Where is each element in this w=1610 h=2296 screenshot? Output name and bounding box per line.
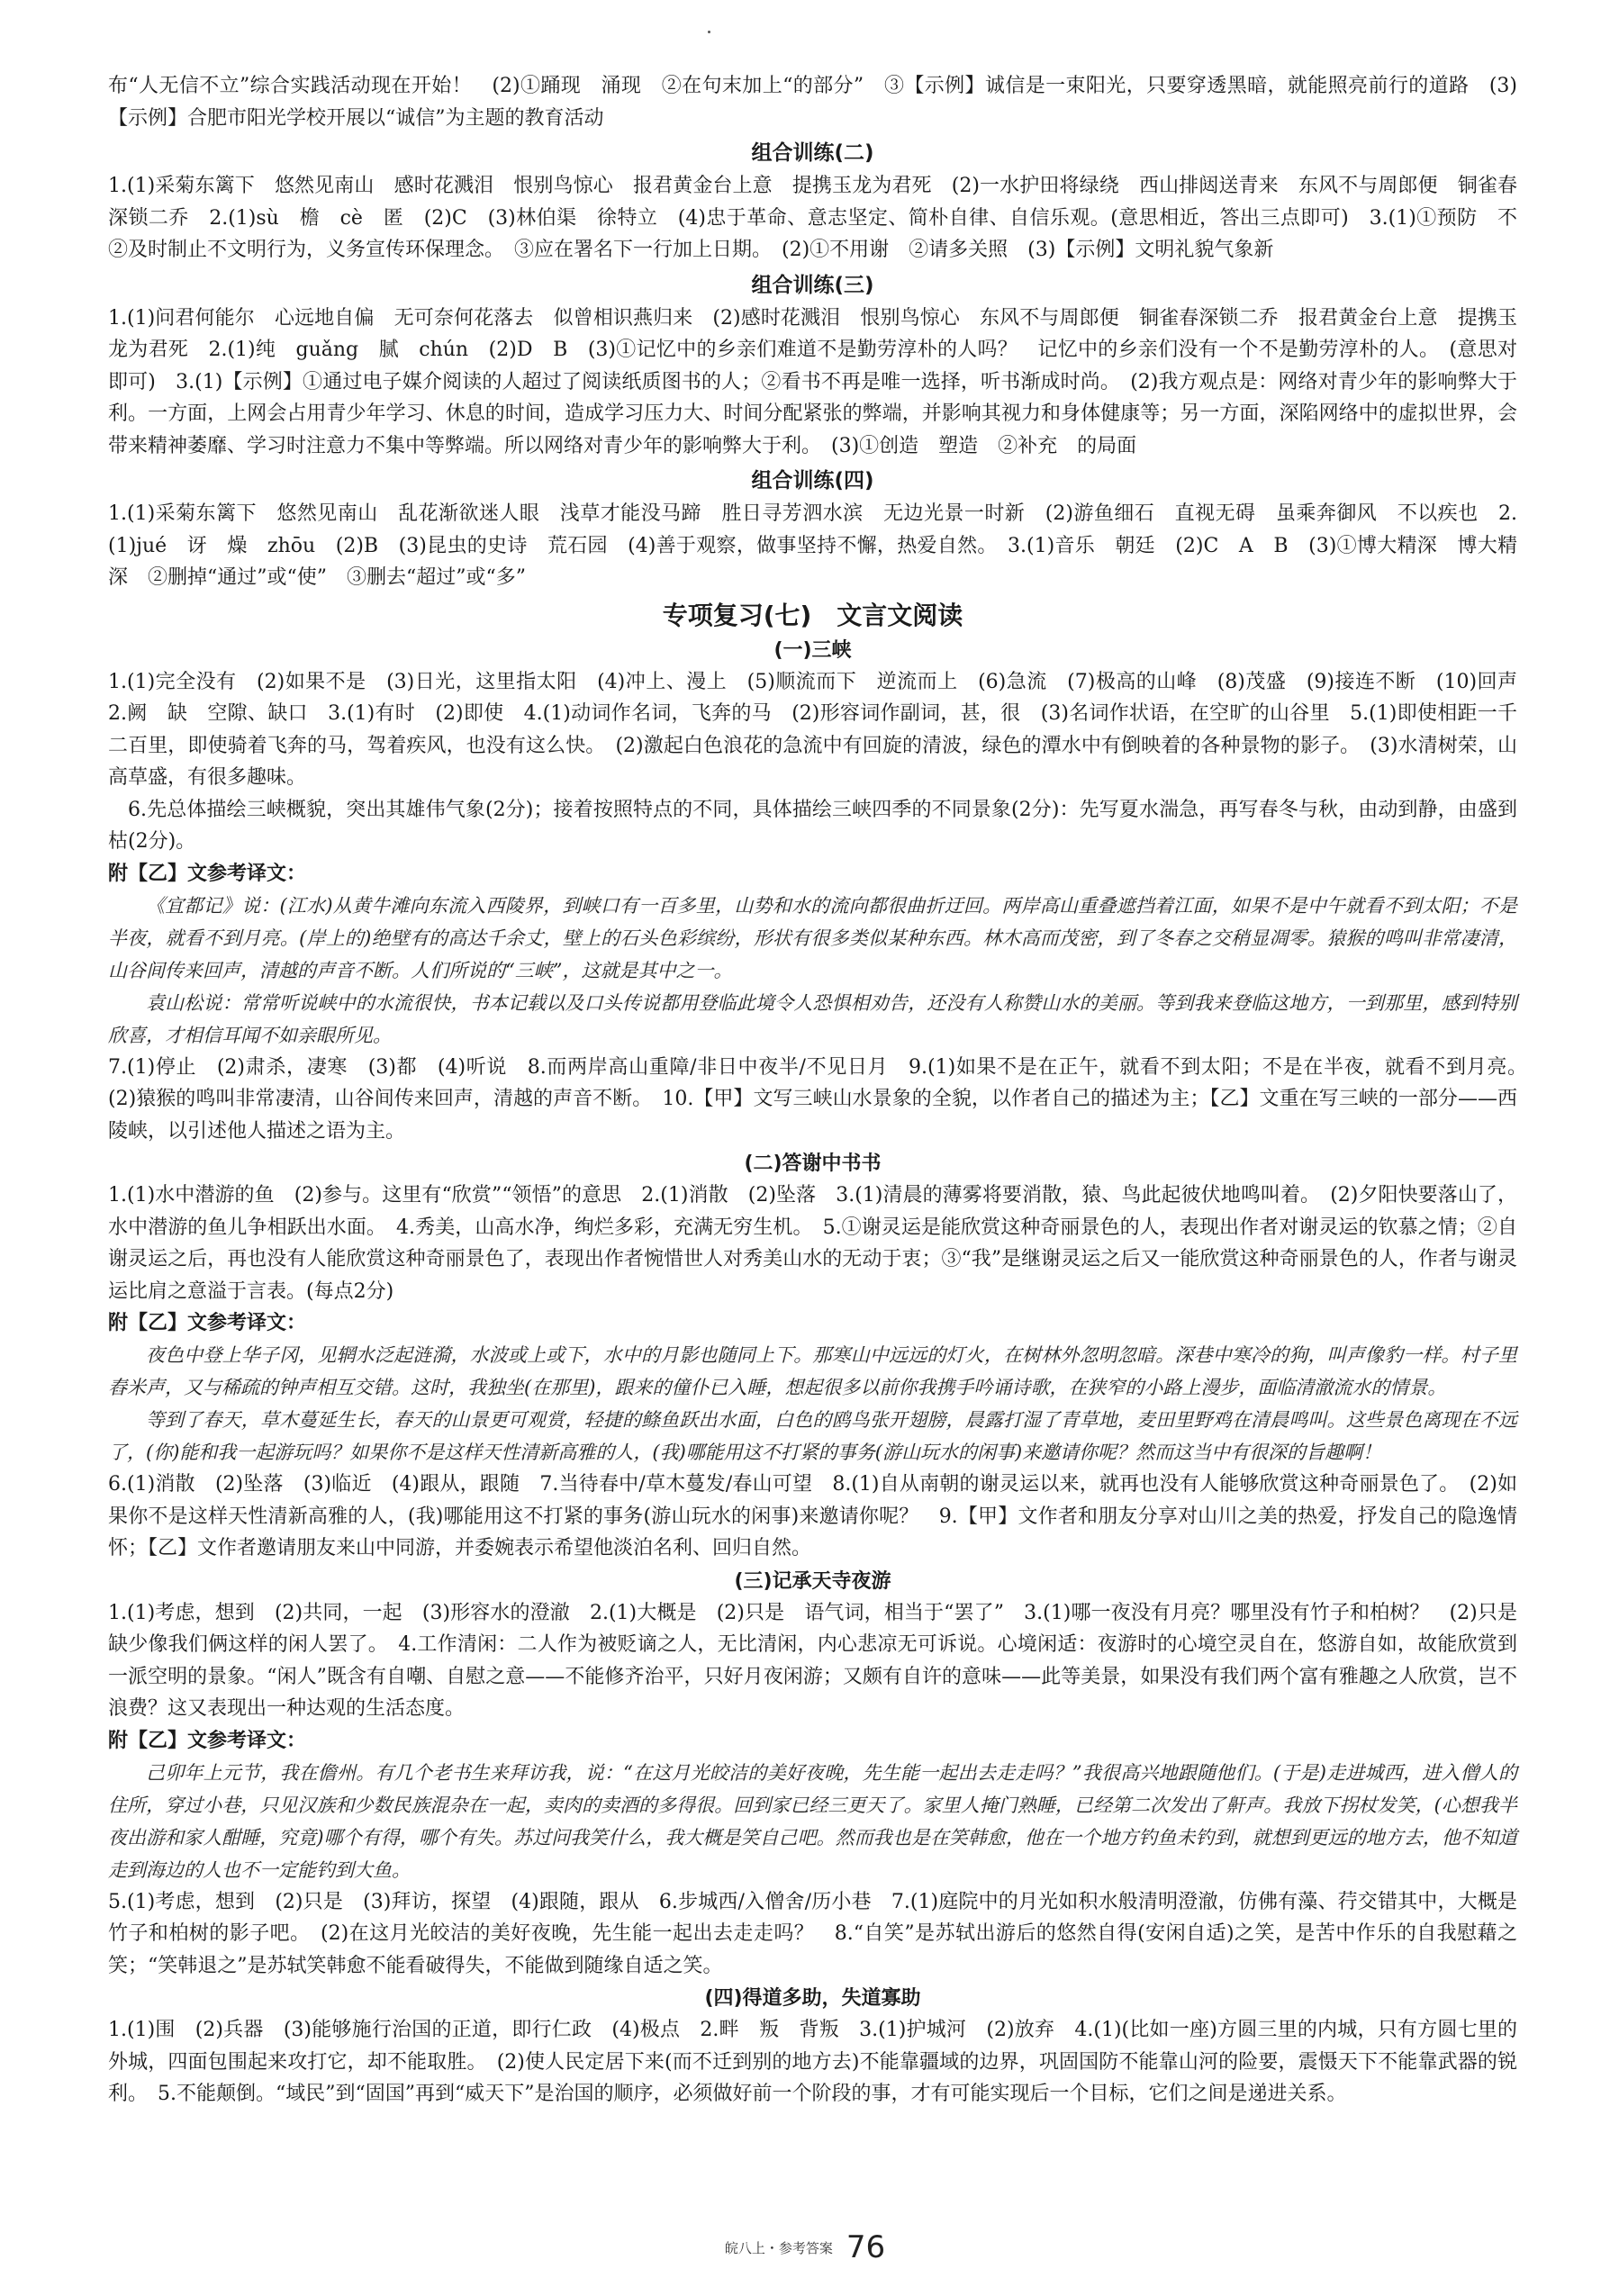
section-dedao-title: (四)得道多助，失道寡助: [704, 1987, 921, 2010]
chengtiansi-translation-label: 附【乙】文参考译文：: [108, 1729, 307, 1752]
section-chengtiansi-title: (三)记承天寺夜游: [734, 1569, 891, 1593]
section-sanxia-title: (一)三峡: [773, 638, 852, 662]
sanxia-translation-1: 《宜都记》说：(江水)从黄牛滩向东流入西陵界，到峡口有一百多里，山势和水的流向都很曲折迂回。两岸高山重叠遮挡着江面，如果不是中午就看不到太阳；不是半夜，就看不到月亮。(岸上的)绝壁有的高达千余丈，壁上的石头色彩缤纷，形状有很多类似某种东西。林木高而茂密，到了冬春之交稍显凋零。猿猴的鸣叫非常凄清，山谷间传来回声，清越的声音不断。人们所说的“三峡”，这就是其中之一。: [108, 894, 1517, 981]
sanxia-translation-label: 附【乙】文参考译文：: [108, 862, 307, 885]
group4-answers: 1.(1)采菊东篱下 悠然见南山 乱花渐欲迷人眼 浅草才能没马蹄 胜日寻芳泗水滨 无边光景一时新 (2)游鱼细石 直视无碍 虽乘奔御风 不以疾也 2.(1)jué 讶 燥 zhōu (2)B (3)昆虫的史诗 荒石园 (4)善于观察，做事坚持不懈，热爱自然。 3.(1)音乐 朝廷 (2)C A B (3)①博大精深 博大精深 ②删掉“通过”或“使” ③删去“超过”或“多”: [108, 502, 1517, 589]
special-review-title: 专项复习(七) 文言文阅读: [662, 600, 963, 630]
page-footer: [0, 2229, 1610, 2265]
answer-page: [108, 70, 1538, 2111]
dedao-answers: 1.(1)围 (2)兵器 (3)能够施行治国的正道，即行仁政 (4)极点 2.畔 叛 背叛 3.(1)护城河 (2)放弃 4.(1)(比如一座)方圆三里的内城，只有方圆七里的外城，四面包围起来攻打它，却不能取胜。 (2)使人民定居下来(而不迁到别的地方去)不能靠疆域的边界，巩固国防不能靠山河的险要，震慑天下不能靠武器的锐利。 5.不能颠倒。“域民”到“固国”再到“威天下”是治国的顺序，必须做好前一个阶段的事，才有可能实现后一个目标，它们之间是递进关系。: [108, 2019, 1517, 2105]
scan-dot: [708, 31, 710, 33]
daxie-translation-label: 附【乙】文参考译文：: [108, 1312, 307, 1334]
group4-title: 组合训练(四): [751, 469, 874, 493]
daxie-answers-2: 6.(1)消散 (2)坠落 (3)临近 (4)跟从，跟随 7.当待春中/草木蔓发/春山可望 8.(1)自从南朝的谢灵运以来，就再也没有人能够欣赏这种奇丽景色了。 (2)如果你不是这样天性清新高雅的人，(我)哪能用这不打紧的事务(游山玩水的闲事)来邀请你呢？ 9.【甲】文作者和朋友分享对山川之美的热爱，抒发自己的隐逸情怀；【乙】文作者邀请朋友来山中同游，并委婉表示希望他淡泊名利、回归自然。: [108, 1473, 1517, 1559]
continued-answer: 布“人无信不立”综合实践活动现在开始！ (2)①踊现 涌现 ②在句末加上“的部分” ③【示例】诚信是一束阳光，只要穿透黑暗，就能照亮前行的道路 (3)【示例】合肥市阳光学校开展以“诚信”为主题的教育活动: [108, 75, 1517, 130]
group3-answers: 1.(1)问君何能尔 心远地自偏 无可奈何花落去 似曾相识燕归来 (2)感时花溅泪 恨别鸟惊心 东风不与周郎便 铜雀春深锁二乔 报君黄金台上意 提携玉龙为君死 2.(1)纯 guǎng 腻 chún (2)D B (3)①记忆中的乡亲们难道不是勤劳淳朴的人吗？ 记忆中的乡亲们没有一个不是勤劳淳朴的人。 (意思对即可) 3.(1)【示例】①通过电子媒介阅读的人超过了阅读纸质图书的人；②看书不再是唯一选择，听书渐成时尚。 (2)我方观点是：网络对青少年的影响弊大于利。一方面，上网会占用青少年学习、休息的时间，造成学习压力大、时间分配紧张的弊端，并影响其视力和身体健康等；另一方面，深陷网络中的虚拟世界，会带来精神萎靡、学习时注意力不集中等弊端。所以网络对青少年的影响弊大于利。 (3)①创造 塑造 ②补充 的局面: [108, 306, 1517, 457]
group3-title: 组合训练(三): [751, 273, 874, 297]
chengtiansi-answers-1: 1.(1)考虑，想到 (2)共同，一起 (3)形容水的澄澈 2.(1)大概是 (2)只是 语气词，相当于“罢了” 3.(1)哪一夜没有月亮？哪里没有竹子和柏树？ (2)只是缺少像我们俩这样的闲人罢了。 4.工作清闲：二人作为被贬谪之人，无比清闲，内心悲凉无可诉说。心境闲适：夜游时的心境空灵自在，悠游自如，故能欣赏到一派空明的景象。“闲人”既含有自嘲、自慰之意——不能修齐治平，只好月夜闲游；又颇有自许的意味——此等美景，如果没有我们两个富有雅趣之人欣赏，岂不浪费？这又表现出一种达观的生活态度。: [108, 1601, 1517, 1720]
chengtiansi-translation-1: 己卯年上元节，我在儋州。有几个老书生来拜访我，说：“在这月光皎洁的美好夜晚，先生能一起出去走走吗？”我很高兴地跟随他们。(于是)走进城西，进入僧人的住所，穿过小巷，只见汉族和少数民族混杂在一起，卖肉的卖酒的多得很。回到家已经三更天了。家里人掩门熟睡，已经第二次发出了鼾声。我放下拐杖发笑，(心想我半夜出游和家人酣睡，究竟)哪个有得，哪个有失。苏过问我笑什么，我大概是笑自己吧。然而我也是在笑韩愈，他在一个地方钓鱼未钓到，就想到更远的地方去，他不知道走到海边的人也不一定能钓到大鱼。: [108, 1761, 1517, 1881]
sanxia-answers-2: 6.先总体描绘三峡概貌，突出其雄伟气象(2分)；接着按照特点的不同，具体描绘三峡四季的不同景象(2分)：先写夏水湍急，再写春冬与秋，由动到静，由盛到枯(2分)。: [108, 798, 1517, 853]
section-daxie-title: (二)答谢中书书: [744, 1153, 882, 1175]
sanxia-translation-2: 袁山松说：常常听说峡中的水流很快，书本记载以及口头传说都用登临此境令人恐惧相劝告，还没有人称赞山水的美丽。等到我来登临这地方，一到那里，感到特别欣喜，才相信耳闻不如亲眼所见。: [108, 991, 1517, 1046]
group2-title: 组合训练(二): [751, 141, 874, 165]
footer-label: 皖八上・参考答案: [724, 2239, 833, 2256]
daxie-translation-1: 夜色中登上华子冈，见辋水泛起涟漪，水波或上或下，水中的月影也随同上下。那寒山中远远的灯火，在树林外忽明忽暗。深巷中寒冷的狗，叫声像豹一样。村子里舂米声，又与稀疏的钟声相互交错。这时，我独坐(在那里)，跟来的僮仆已入睡，想起很多以前你我携手吟诵诗歌，在狭窄的小路上漫步，面临清澈流水的情景。: [108, 1344, 1517, 1398]
sanxia-answers-1: 1.(1)完全没有 (2)如果不是 (3)日光，这里指太阳 (4)冲上、漫上 (5)顺流而下 逆流而上 (6)急流 (7)极高的山峰 (8)茂盛 (9)接连不断 (10)回声 2.阙 缺 空隙、缺口 3.(1)有时 (2)即使 4.(1)动词作名词，飞奔的马 (2)形容词作副词，甚，很 (3)名词作状语，在空旷的山谷里 5.(1)即使相距一千二百里，即使骑着飞奔的马，驾着疾风，也没有这么快。 (2)激起白色浪花的急流中有回旋的清波，绿色的潭水中有倒映着的各种景物的影子。 (3)水清树荣，山高草盛，有很多趣味。: [108, 670, 1538, 789]
sanxia-answers-3: 7.(1)停止 (2)肃杀，凄寒 (3)都 (4)听说 8.而两岸高山重障/非日中夜半/不见日月 9.(1)如果不是在正午，就看不到太阳；不是在半夜，就看不到月亮。 (2)猿猴的鸣叫非常凄清，山谷间传来回声，清越的声音不断。 10.【甲】文写三峡山水景象的全貌，以作者自己的描述为主；【乙】文重在写三峡的一部分——西陵峡，以引述他人描述之语为主。: [108, 1055, 1538, 1143]
page-number: 76: [846, 2229, 886, 2265]
daxie-translation-2: 等到了春天，草木蔓延生长，春天的山景更可观赏，轻捷的鲦鱼跃出水面，白色的鸥鸟张开翅膀，晨露打湿了青草地，麦田里野鸡在清晨鸣叫。这些景色离现在不远了，(你)能和我一起游玩吗？如果你不是这样天性清新高雅的人，(我)哪能用这不打紧的事务(游山玩水的闲事)来邀请你呢？然而这当中有很深的旨趣啊！: [108, 1409, 1517, 1463]
chengtiansi-answers-2: 5.(1)考虑，想到 (2)只是 (3)拜访，探望 (4)跟随，跟从 6.步城西/入僧舍/历小巷 7.(1)庭院中的月光如积水般清明澄澈，仿佛有藻、荇交错其中，大概是竹子和柏树的影子吧。 (2)在这月光皎洁的美好夜晚，先生能一起出去走走吗？ 8.“自笑”是苏轼出游后的悠然自得(安闲自适)之笑，是苦中作乐的自我慰藉之笑；“笑韩退之”是苏轼笑韩愈不能看破得失，不能做到随缘自适之笑。: [108, 1890, 1517, 1977]
group2-answers: 1.(1)采菊东篱下 悠然见南山 感时花溅泪 恨别鸟惊心 报君黄金台上意 提携玉龙为君死 (2)一水护田将绿绕 西山排闼送青来 东风不与周郎便 铜雀春深锁二乔 2.(1)sù 檐 cè 匿 (2)C (3)林伯渠 徐特立 (4)忠于革命、意志坚定、简朴自律、自信乐观。(意思相近，答出三点即可) 3.(1)①预防 不 ②及时制止不文明行为，义务宣传环保理念。 ③应在署名下一行加上日期。 (2)①不用谢 ②请多关照 (3)【示例】文明礼貌气象新: [108, 175, 1538, 261]
daxie-answers-1: 1.(1)水中潜游的鱼 (2)参与。这里有“欣赏”“领悟”的意思 2.(1)消散 (2)坠落 3.(1)清晨的薄雾将要消散，猿、鸟此起彼伏地鸣叫着。 (2)夕阳快要落山了，水中潜游的鱼儿争相跃出水面。 4.秀美，山高水净，绚烂多彩，充满无穷生机。 5.①谢灵运是能欣赏这种奇丽景色的人，表现出作者对谢灵运的钦慕之情；②自谢灵运之后，再也没有人能欣赏这种奇丽景色了，表现出作者惋惜世人对秀美山水的无动于衷；③“我”是继谢灵运之后又一能欣赏这种奇丽景色的人，作者与谢灵运比肩之意溢于言表。(每点2分): [108, 1184, 1517, 1303]
